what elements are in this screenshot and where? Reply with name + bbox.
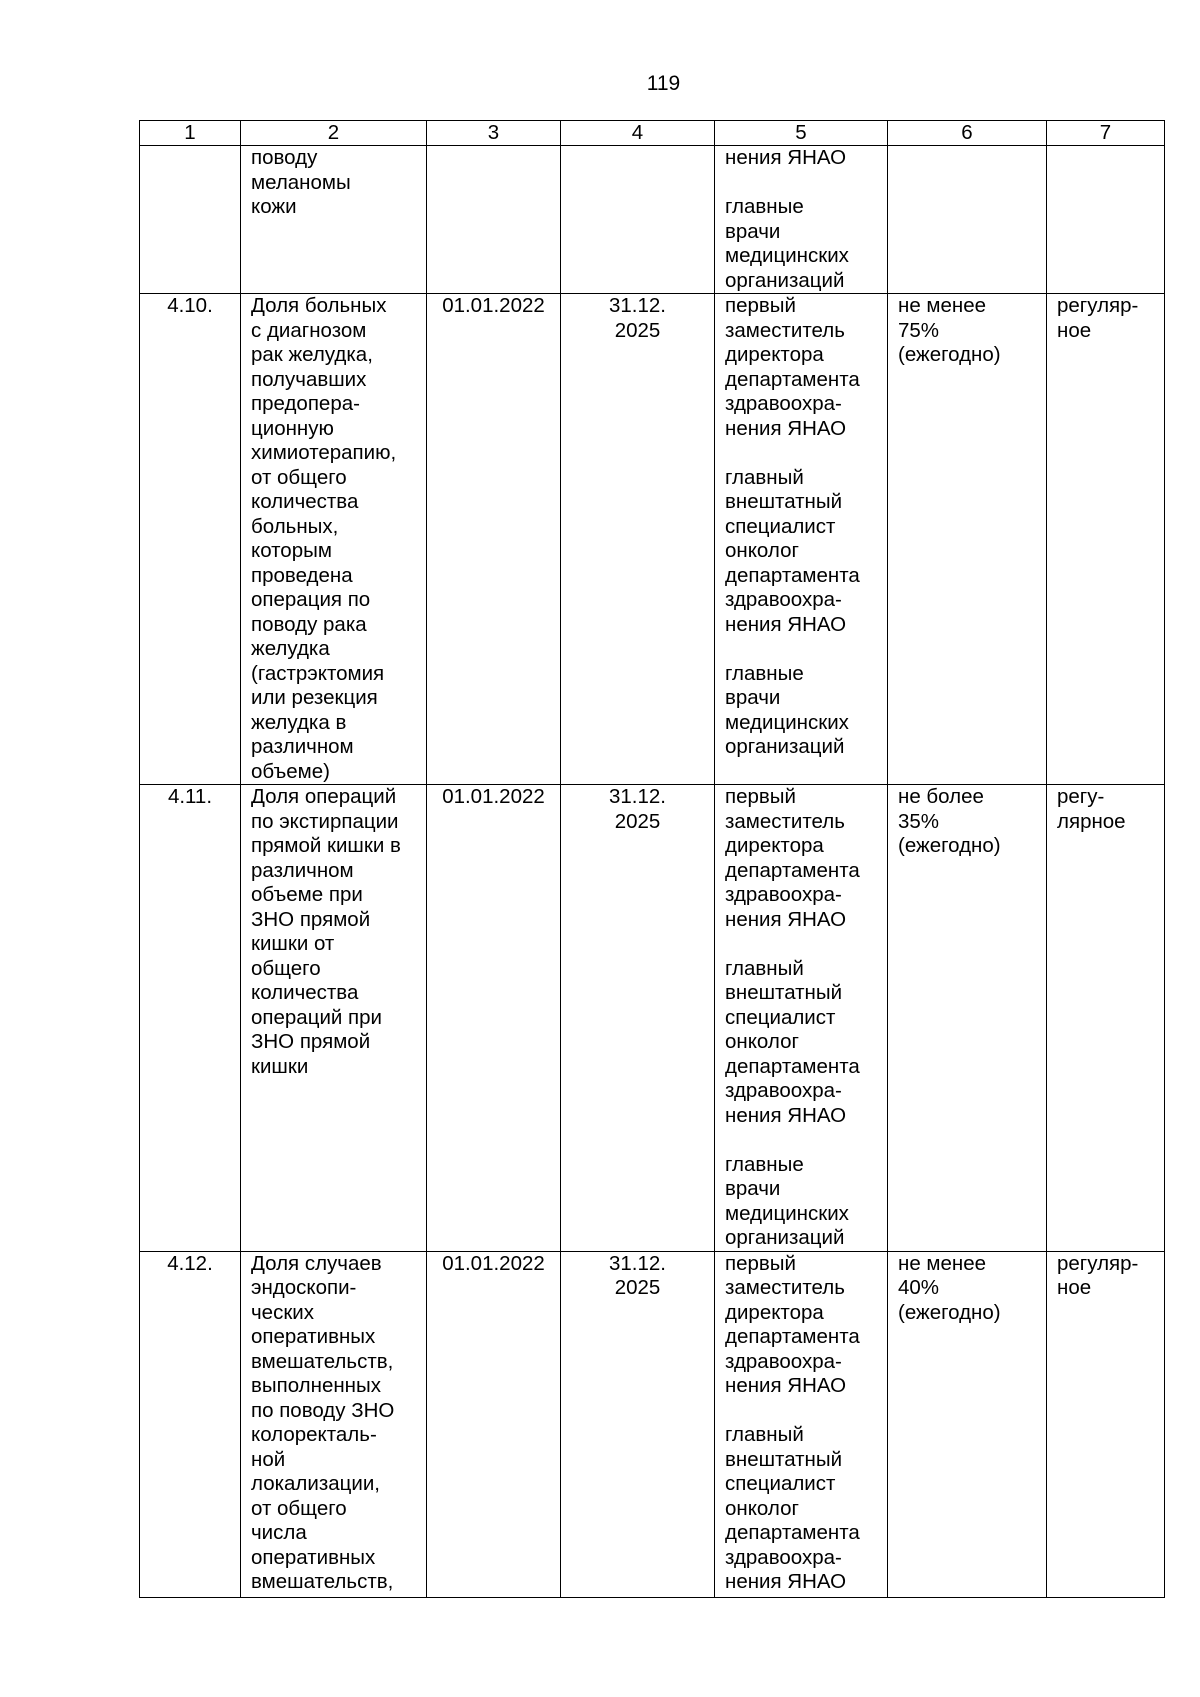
target-value-cell: не менее 75% (ежегодно) — [888, 294, 1047, 785]
column-header: 2 — [241, 121, 427, 146]
responsible-cell: первый заместитель директора департамента здравоохра- нения ЯНАО главный внештатный специалист онколог департамента здравоохра- нения ЯНАО — [715, 1251, 888, 1597]
start-date-cell: 01.01.2022 — [427, 785, 561, 1252]
table-row — [140, 146, 1165, 294]
table-header-row — [140, 121, 1165, 146]
responsible-cell: первый заместитель директора департамента здравоохра- нения ЯНАО главный внештатный специалист онколог департамента здравоохра- нения ЯНАО главные врачи медицинских организаций — [715, 785, 888, 1252]
target-value-cell — [888, 146, 1047, 294]
end-date-cell — [561, 146, 715, 294]
table-row — [140, 294, 1165, 785]
periodicity-cell: регуляр- ное — [1047, 1251, 1165, 1597]
start-date-cell: 01.01.2022 — [427, 1251, 561, 1597]
table-row — [140, 1251, 1165, 1597]
row-number-cell: 4.10. — [140, 294, 241, 785]
target-value-cell: не менее 40% (ежегодно) — [888, 1251, 1047, 1597]
indicator-cell: Доля случаев эндоскопи- ческих оперативных вмешательств, выполненных по поводу ЗНО колоректаль- ной локализации, от общего числа оперативных вмешательств, — [241, 1251, 427, 1597]
start-date-cell — [427, 146, 561, 294]
indicator-cell: Доля больных с диагнозом рак желудка, получавших предопера- ционную химиотерапию, от общего количества больных, которым проведена операция по поводу рака желудка (гастрэктомия или резекция желудка в различном объеме) — [241, 294, 427, 785]
indicator-cell: Доля операций по экстирпации прямой кишки в различном объеме при ЗНО прямой кишки от общего количества операций при ЗНО прямой кишки — [241, 785, 427, 1252]
column-header: 1 — [140, 121, 241, 146]
periodicity-cell: регуляр- ное — [1047, 294, 1165, 785]
page-number: 119 — [646, 72, 681, 95]
end-date-cell: 31.12. 2025 — [561, 1251, 715, 1597]
measures-table — [139, 120, 1165, 1598]
target-value-cell: не более 35% (ежегодно) — [888, 785, 1047, 1252]
column-header: 3 — [427, 121, 561, 146]
responsible-cell: нения ЯНАО главные врачи медицинских организаций — [715, 146, 888, 294]
row-number-cell: 4.12. — [140, 1251, 241, 1597]
column-header: 6 — [888, 121, 1047, 146]
column-header: 7 — [1047, 121, 1165, 146]
end-date-cell: 31.12. 2025 — [561, 294, 715, 785]
table-row — [140, 785, 1165, 1252]
start-date-cell: 01.01.2022 — [427, 294, 561, 785]
responsible-cell: первый заместитель директора департамента здравоохра- нения ЯНАО главный внештатный специалист онколог департамента здравоохра- нения ЯНАО главные врачи медицинских организаций — [715, 294, 888, 785]
column-header: 5 — [715, 121, 888, 146]
column-header: 4 — [561, 121, 715, 146]
row-number-cell — [140, 146, 241, 294]
periodicity-cell — [1047, 146, 1165, 294]
indicator-cell: поводу меланомы кожи — [241, 146, 427, 294]
periodicity-cell: регу- лярное — [1047, 785, 1165, 1252]
row-number-cell: 4.11. — [140, 785, 241, 1252]
end-date-cell: 31.12. 2025 — [561, 785, 715, 1252]
